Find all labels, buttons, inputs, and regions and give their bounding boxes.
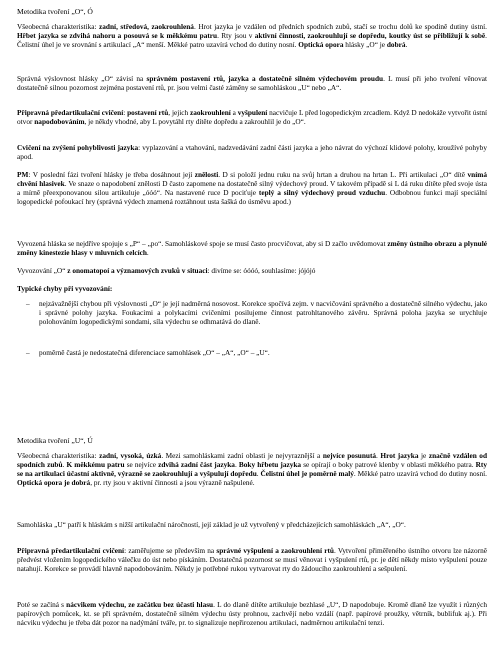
section1-paragraph-preparatory: Připravná předartikulační cvičení: postavení rtů, jejich zaokrouhlení a vyšpulení nacvičuje L před logopedickým zrcadlem. Když D nedokáže vytvořit ústní otvor napodobováním, je někdy vhodné, aby L povytáhl rty dítěte dopředu a zakrouhlil je do „O“. <box>17 108 487 126</box>
section1-paragraph-pm: PM: V poslední fázi tvoření hlásky je třeba dosáhnout její znělosti. D si položí jednu ruku na svůj hrtan a druhou na hrtan L. Při artikulaci „O“ dítě vnímá chvění hlasivek. Ve snaze o napodobení znělosti D často zapomene na dostatečně silný výdechový proud. V takovém případě si L dá ruku dítěte před svoje ústa a mírně přeexponovanou silou artikuluje „óóó“. Na nastavené ruce D pociťuje teplý a silný výdechový proud vzduchu. Odbobnou funkci mají speciální logopedické pofoukací hry (správná výdech znamená roztáhnout usta šašká do úsměvu apod.) <box>17 170 487 206</box>
section1-error-item: – nejzávažnější chybou při výslovnosti „O“ je její nadměrná nosovost. Korekce spočívá zejm. v nacvičování správného a dostatečně silného výdechu, jako i správné polohy jazyka. Foukacími a polykacími cvičeními posilujeme činnost patrohltanového závěru. Správná poloha jazyka se urychluje polohováním logopedickými sondami, síla výdechu se odhmatává do dlaně. <box>26 299 487 326</box>
section1-paragraph-onomatopoeia: Vyvozování „O“ z onomatopoí a významových zvuků v situaci: divíme se: óóóó, souhlasíme: jójójó <box>17 266 316 275</box>
section1-characteristics: Všeobecná charakteristika: zadní, středová, zaokrouhlená. Hrot jazyka je vzdálen od předních spodních zubů, stačí se trochu dolů ke spodině dutiny ústní. Hřbet jazyka se zdvihá nahoru a posouvá se k měkkému patru. Rty jsou v aktivní činnosti, zaokrouhlují se dopředu, koutky úst se přibližují k sobě. Čelistní úhel je ve srovnání s artikulací „A“ menší. Měkké patro uzavírá vchod do dutiny nosní. Optická opora hlásky „O“ je dobrá. <box>17 22 487 49</box>
section2-title: Metodika tvoření „U“, Ú <box>17 436 93 445</box>
section2-characteristics: Všeobecná charakteristika: zadní, vysoká, úzká. Mezi samohláskami zadní oblasti je nejvyraznější a nejvíce posunutá. Hrot jazyka je značně vzdálen od spodních zubů. K měkkému patru se nejvíce zdvihá zadní část jazyka. Boky hřbetu jazyka se opírají o boky patrové klenby v oblasti měkkého patra. Rty se na artikulaci účastní aktivně, výrazně se zaokrouhlují a vyšpulují dopředu. Čelistní úhel je poměrně malý. Měkké patro uzavírá vchod do dutiny nosní. Optická opora je dobrá, pr. rty jsou v aktivní činnosti a jsou výrazně našpulené. <box>17 451 488 487</box>
section2-paragraph-preparatory: Připravná předartikulační cvičení: zaměřujeme se především na správné vyšpulení a zaokrouhlení rtů. Vytvoření přiměřeného ústního otvoru lze názorně předvést vložením logopedického válečku do úst nebo pískáním. Dostatečná pozornost se musí věnovat i vyšpulení rtů, pr. je dětí někdy místo vyšpulení pouze natahují. Korekce se provádí hlavně napodobováním. Někdy je potřebné rukou vytvarovat rty do žádoucího zaokrouhlení a sešpulení. <box>17 546 487 573</box>
section2-paragraph-exhalation: Poté se začíná s nácvikem výdechu, ze začátku bez účasti hlasu. L do dlaně dítěte artikuluje bezhlasé „U“, D napodobuje. Kromě dlaně lze využít i různých papírových pomůcek, kt. se při správném, dostatečně silném výdechu ústy prohnou, zachvějí nebo vzdálí (např. papírové proužky, větrník, bublifuk aj.). Při nácviku výdechu je třeba dát pozor na nadýmání tváře, pr. to signalizuje nepřirozenou artikulaci, nadměrnou artikulační tenzi. <box>17 600 487 627</box>
section1-paragraph-connections: Vyvozená hláska se nejdříve spojuje s „P“ – „po“. Samohláskové spoje se musí často procvičovat, aby si D začlo uvědomovat změny ústního obrazu a plynulé změny kinestezie hlasy v mluvních celcích. <box>17 239 487 257</box>
section1-paragraph-pronunciation: Správná výslovnost hlásky „O“ závisí na správném postavení rtů, jazyka a dostatečně silném výdechovém proudu. L musí při jeho tvoření věnovat dostatečně silnou pozornost zejména postavení rtů, pr. jsou velmi časté záměny se samohláskou „U“ nebo „A“. <box>17 74 487 92</box>
section1-error-item: – poměrně častá je nedostatečná diferenciace samohlásek „O“ – „A“, „O“ – „U“. <box>26 348 270 357</box>
section2-paragraph-complexity: Samohláska „U“ patří k hláskám s nižší artikulační náročností, její základ je už vytvořený v předcházejících samohláskách „A“, „O“. <box>17 520 406 529</box>
section1-title: Metodika tvoření „O“, Ó <box>17 7 93 16</box>
section1-paragraph-tongue: Cvičení na zvýšení pohyblivosti jazyka: vyplazování a vtahování, nadzvedávání zadní části jazyka a jeho návrat do výchozí klidové polohy, kroužívé pohyby apod. <box>17 143 487 161</box>
section1-errors-title: Typické chyby při vyvozování: <box>17 284 113 293</box>
